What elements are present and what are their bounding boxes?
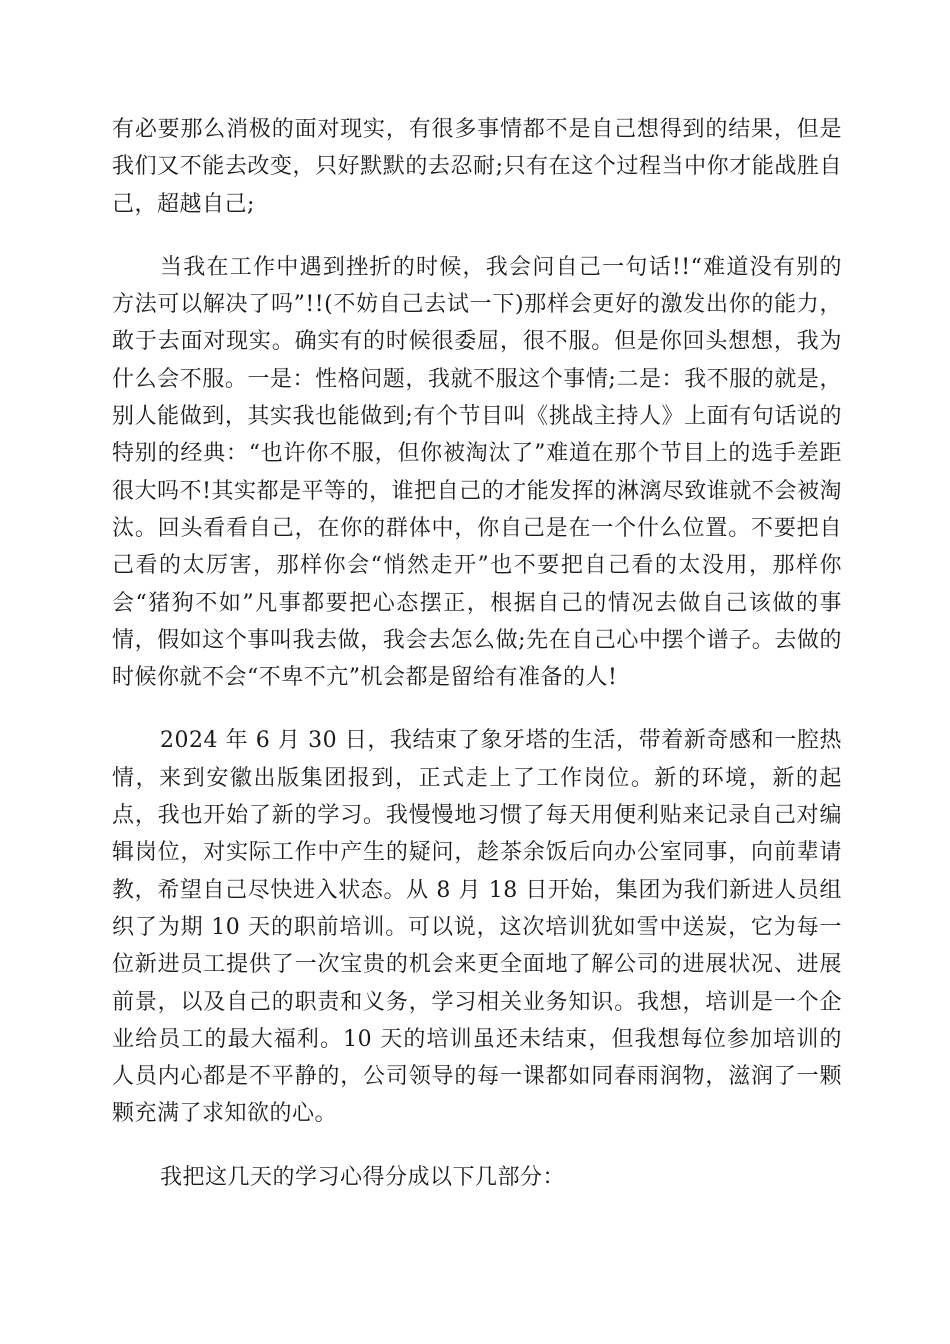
body-paragraph-1: 有必要那么消极的面对现实，有很多事情都不是自己想得到的结果，但是我们又不能去改变，只好默默的去忍耐;只有在这个过程当中你才能战胜自己，超越自己;	[112, 117, 842, 217]
body-paragraph-3: 2024 年 6 月 30 日，我结束了象牙塔的生活，带着新奇感和一腔热情，来到安徽出版集团报到，正式走上了工作岗位。新的环境，新的起点，我也开始了新的学习。我慢慢地习惯了每天用便利贴来记录自己对编辑岗位，对实际工作中产生的疑问，趁茶余饭后向办公室同事，向前辈请教，希望自己尽快进入状态。从 8 月 18 日开始，集团为我们新进人员组织了为期 10 天的职前培训。可以说，这次培训犹如雪中送炭，它为每一位新进员工提供了一次宝贵的机会来更全面地了解公司的进展状况、进展前景，以及自己的职责和义务，学习相关业务知识。我想，培训是一个企业给员工的最大福利。10 天的培训虽还未结束，但我想每位参加培训的人员内心都是不平静的，公司领导的每一课都如同春雨润物，滋润了一颗颗充满了求知欲的心。	[112, 728, 842, 1127]
document-body	[112, 111, 842, 1222]
body-paragraph-2: 当我在工作中遇到挫折的时候，我会问自己一句话!!“难道没有别的方法可以解决了吗”!!(不妨自己去试一下)那样会更好的激发出你的能力，敢于去面对现实。确实有的时候很委屈，很不服。但是你回头想想，我为什么会不服。一是：性格问题，我就不服这个事情;二是：我不服的就是，别人能做到，其实我也能做到;有个节目叫《挑战主持人》上面有句话说的特别的经典：“也许你不服，但你被淘汰了”难道在那个节目上的选手差距很大吗不!其实都是平等的，谁把自己的才能发挥的淋漓尽致谁就不会被淘汰。回头看看自己，在你的群体中，你自己是在一个什么位置。不要把自己看的太厉害，那样你会“悄然走开”也不要把自己看的太没用，那样你会“猪狗不如”凡事都要把心态摆正，根据自己的情况去做自己该做的事情，假如这个事叫我去做，我会去怎么做;先在自己心中摆个谱子。去做的时候你就不会“不卑不亢”机会都是留给有准备的人!	[112, 254, 842, 691]
body-paragraph-4: 我把这几天的学习心得分成以下几部分：	[160, 1164, 566, 1190]
